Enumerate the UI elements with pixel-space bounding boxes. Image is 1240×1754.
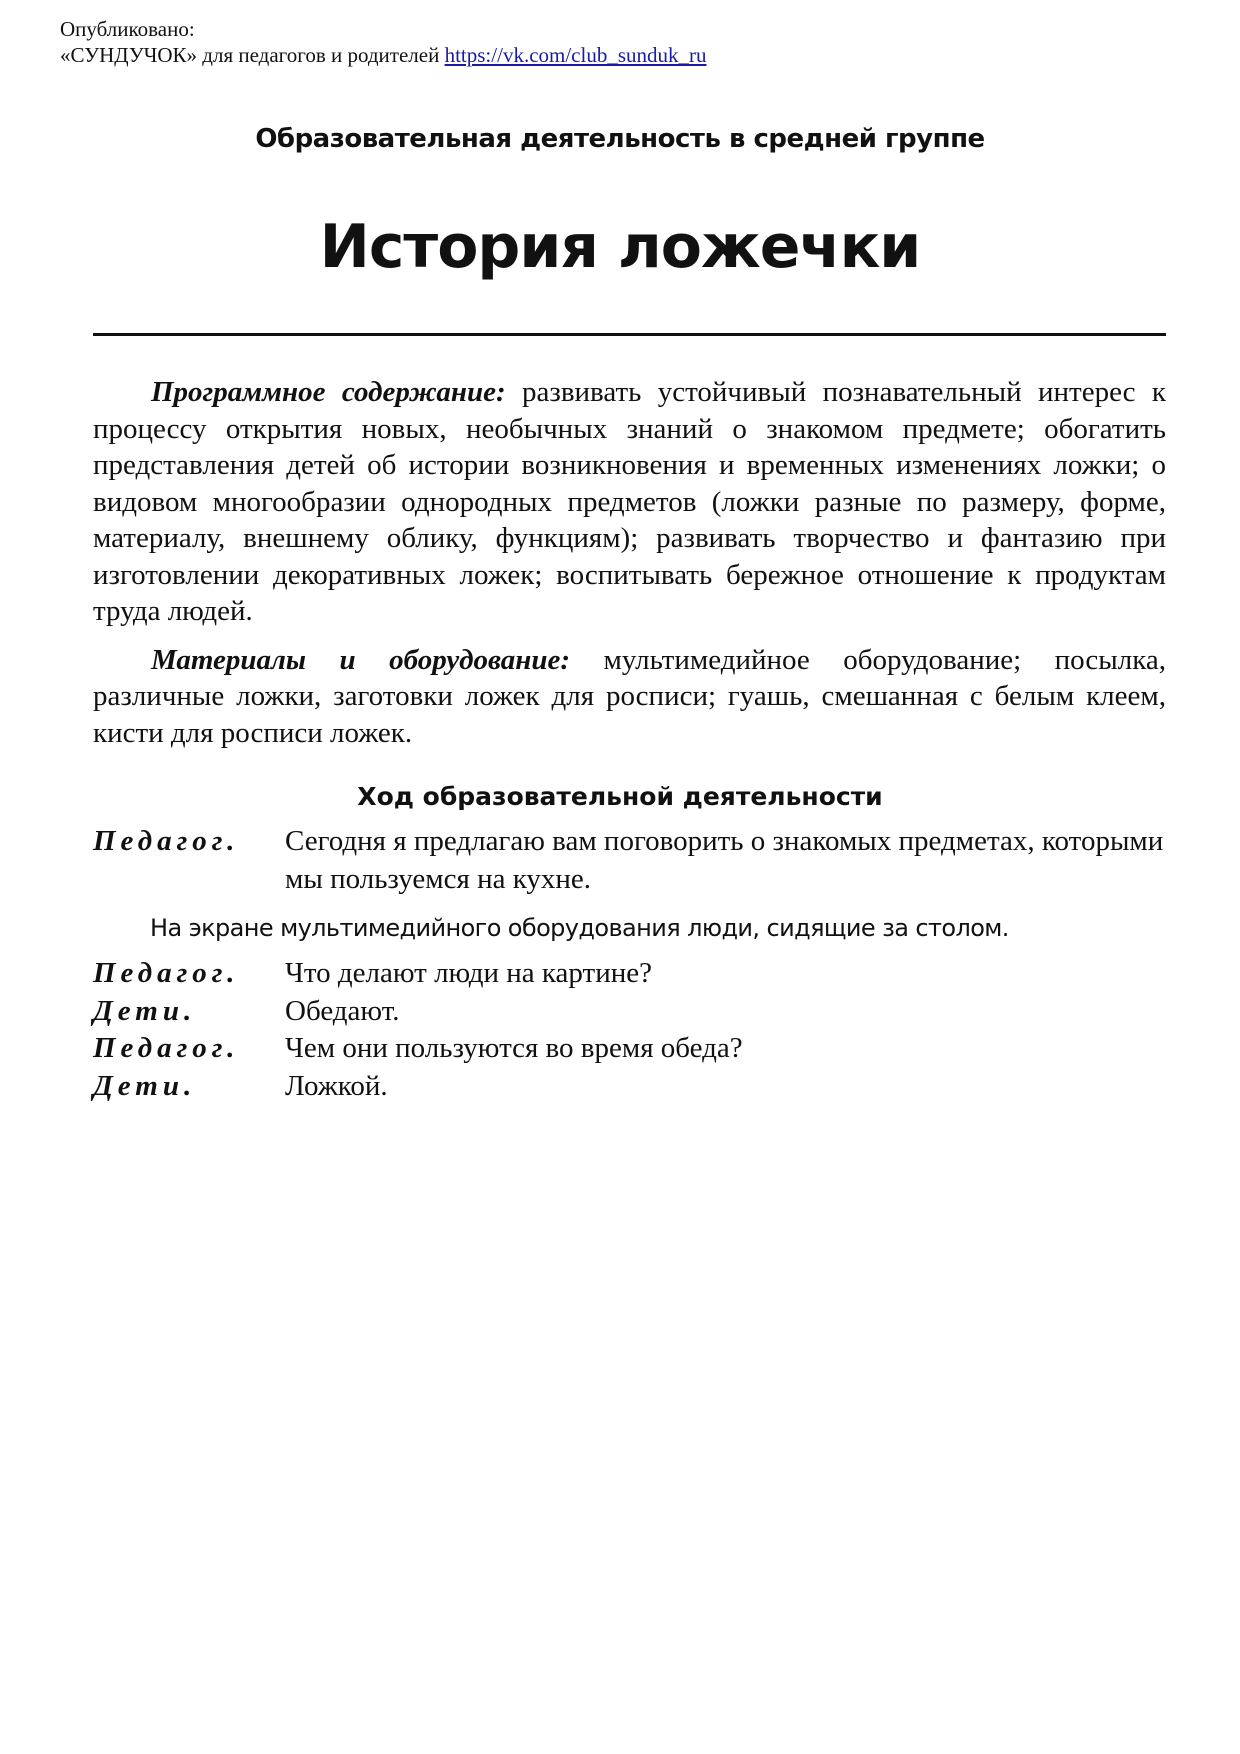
program-content-label: Программное содержание: <box>151 376 506 408</box>
progress-heading: Ход образовательной деятельности <box>357 782 883 811</box>
speaker: Педагог. <box>93 957 240 989</box>
stage-note: На экране мультимедийного оборудования люди, сидящие за столом. <box>150 914 1009 942</box>
title-divider <box>93 333 1166 336</box>
speaker: Дети. <box>93 994 197 1027</box>
program-content-paragraph <box>93 374 1166 630</box>
series-heading: Образовательная деятельность в средней группе <box>255 124 985 154</box>
dialogue-block-2 <box>93 955 1166 1105</box>
intro-section <box>93 374 1166 751</box>
materials-paragraph <box>93 642 1166 752</box>
materials-label: Материалы и оборудование: <box>151 643 571 676</box>
speech: Что делают люди на картине? <box>285 957 652 989</box>
dialogue-line <box>93 1030 1166 1068</box>
speech: Обедают. <box>285 994 400 1027</box>
dialogue-block-1 <box>93 823 1166 898</box>
dialogue-line <box>93 955 1166 993</box>
publication-info <box>60 16 707 68</box>
program-content-text: развивать устойчивый познавательный интерес к процессу открытия новых, необычных знаний о знакомом предмете; обогатить представления детей об истории возникновения и временных изменениях ложки; о видовом многообразии однородных предметов (ложки разные по размеру, форме, материалу, внешнему облику, функциям); развивать творчество и фантазию при изготовлении декоративных ложек; воспитывать бережное отношение к продуктам труда людей. <box>93 376 1167 627</box>
dialogue-line <box>93 823 1166 898</box>
speaker: Дети. <box>93 1069 197 1102</box>
publication-link[interactable]: https://vk.com/club_sunduk_ru <box>444 43 707 67</box>
speech: Чем они пользуются во время обеда? <box>285 1032 743 1064</box>
dialogue-line <box>93 1068 1166 1106</box>
speaker: Педагог. <box>93 825 240 857</box>
speech: Ложкой. <box>285 1069 388 1102</box>
publication-line <box>60 42 707 68</box>
page-title: История ложечки <box>319 212 921 282</box>
publication-label: Опубликовано: <box>60 17 195 41</box>
dialogue-line <box>93 993 1166 1031</box>
speech: Сегодня я предлагаю вам поговорить о знакомых предметах, которыми мы пользуемся на кухне. <box>285 825 1164 895</box>
materials-text: мультимедийное оборудование; посылка, различные ложки, заготовки ложек для росписи; гуашь, смешанная с белым клеем, кисти для росписи ложек. <box>93 643 1167 749</box>
speaker: Педагог. <box>93 1032 240 1064</box>
publication-text: «СУНДУЧОК» для педагогов и родителей <box>60 43 440 67</box>
